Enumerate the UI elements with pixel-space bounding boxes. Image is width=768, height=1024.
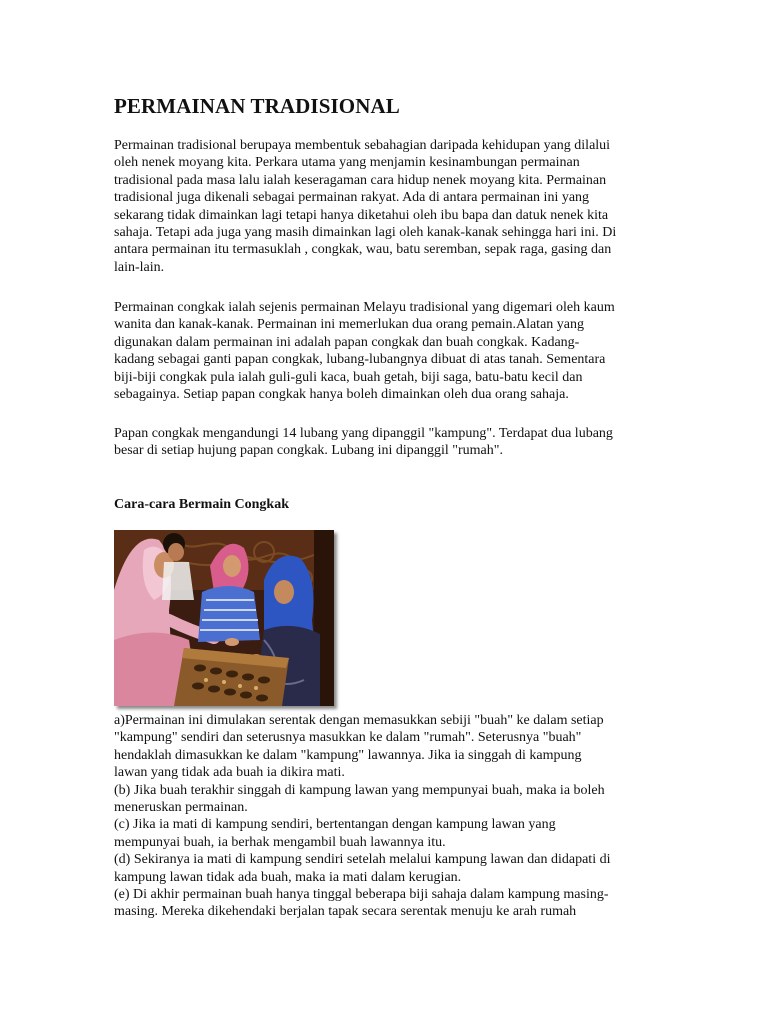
step-e-text: (e) Di akhir permainan buah hanya tinggal beberapa biji sahaja dalam kampung masing- masing. Mereka dikehendaki berjalan tapak secara serentak menuju ke arah rumah [114, 887, 609, 920]
step-b [114, 782, 659, 817]
congkak-photo [114, 530, 334, 706]
paragraph-intro: Permainan tradisional berupaya membentuk sebahagian daripada kehidupan yang dilalui oleh nenek moyang kita. Perkara utama yang menjamin kesinambungan permainan tradisional pada masa lalu ialah keseragaman cara hidup nenek moyang kita. Permainan tradisional juga dikenali sebagai permainan rakyat. Ada di antara permainan ini yang sekarang tidak dimainkan lagi tetapi hanya diketahui oleh ibu bapa dan datuk nenek kita sahaja. Tetapi ada juga yang masih dimainkan lagi oleh kanak-kanak sehingga hari ini. Di antara permainan itu termasuklah , congkak, wau, batu seremban, sepak raga, gasing dan lain-lain. [114, 138, 617, 275]
step-d-text: (d) Sekiranya ia mati di kampung sendiri setelah melalui kampung lawan dan didapati di kampung lawan tidak ada buah, maka ia mati dalam kerugian. [114, 852, 611, 885]
step-c [114, 816, 659, 851]
paragraph-congkak: Permainan congkak ialah sejenis permainan Melayu tradisional yang digemari oleh kaum wanita dan kanak-kanak. Permainan ini memerlukan dua orang pemain.Alatan yang digunakan dalam permainan ini adalah papan congkak dan buah congkak. Kadang- kadang sebagai ganti papan congkak, lubang-lubangnya dibuat di atas tanah. Sementara biji-biji congkak pula ialah guli-guli kaca, buah getah, biji saga, batu-batu kecil dan sebagainya. Setiap papan congkak hanya boleh dimainkan oleh dua orang sahaja. [114, 300, 615, 403]
section-heading: Cara-cara Bermain Congkak [114, 497, 289, 512]
steps-list [114, 712, 659, 921]
step-b-text: (b) Jika buah terakhir singgah di kampung lawan yang mempunyai buah, maka ia boleh meneruskan permainan. [114, 782, 605, 816]
step-a [114, 712, 659, 782]
paragraph-papan: Papan congkak mengandungi 14 lubang yang dipanggil "kampung". Terdapat dua lubang besar di setiap hujung papan congkak. Lubang ini dipanggil "rumah". [114, 426, 613, 459]
step-d [114, 851, 659, 886]
congkak-board [174, 648, 289, 706]
step-e [114, 886, 659, 921]
step-c-text: (c) Jika ia mati di kampung sendiri, bertentangan dengan kampung lawan yang mempunyai buah, ia berhak mengambil buah lawannya itu. [114, 817, 556, 850]
page-title: PERMAINAN TRADISIONAL [114, 94, 400, 118]
step-a-text: a)Permainan ini dimulakan serentak dengan memasukkan sebiji "buah" ke dalam setiap "kampung" sendiri dan seterusnya masukkan ke dalam "rumah". Seterusnya "buah" hendaklah dimasukkan ke dalam "kampung" lawannya. Jika ia singgah di kampung lawan yang tidak ada buah ia dikira mati. [114, 713, 604, 781]
